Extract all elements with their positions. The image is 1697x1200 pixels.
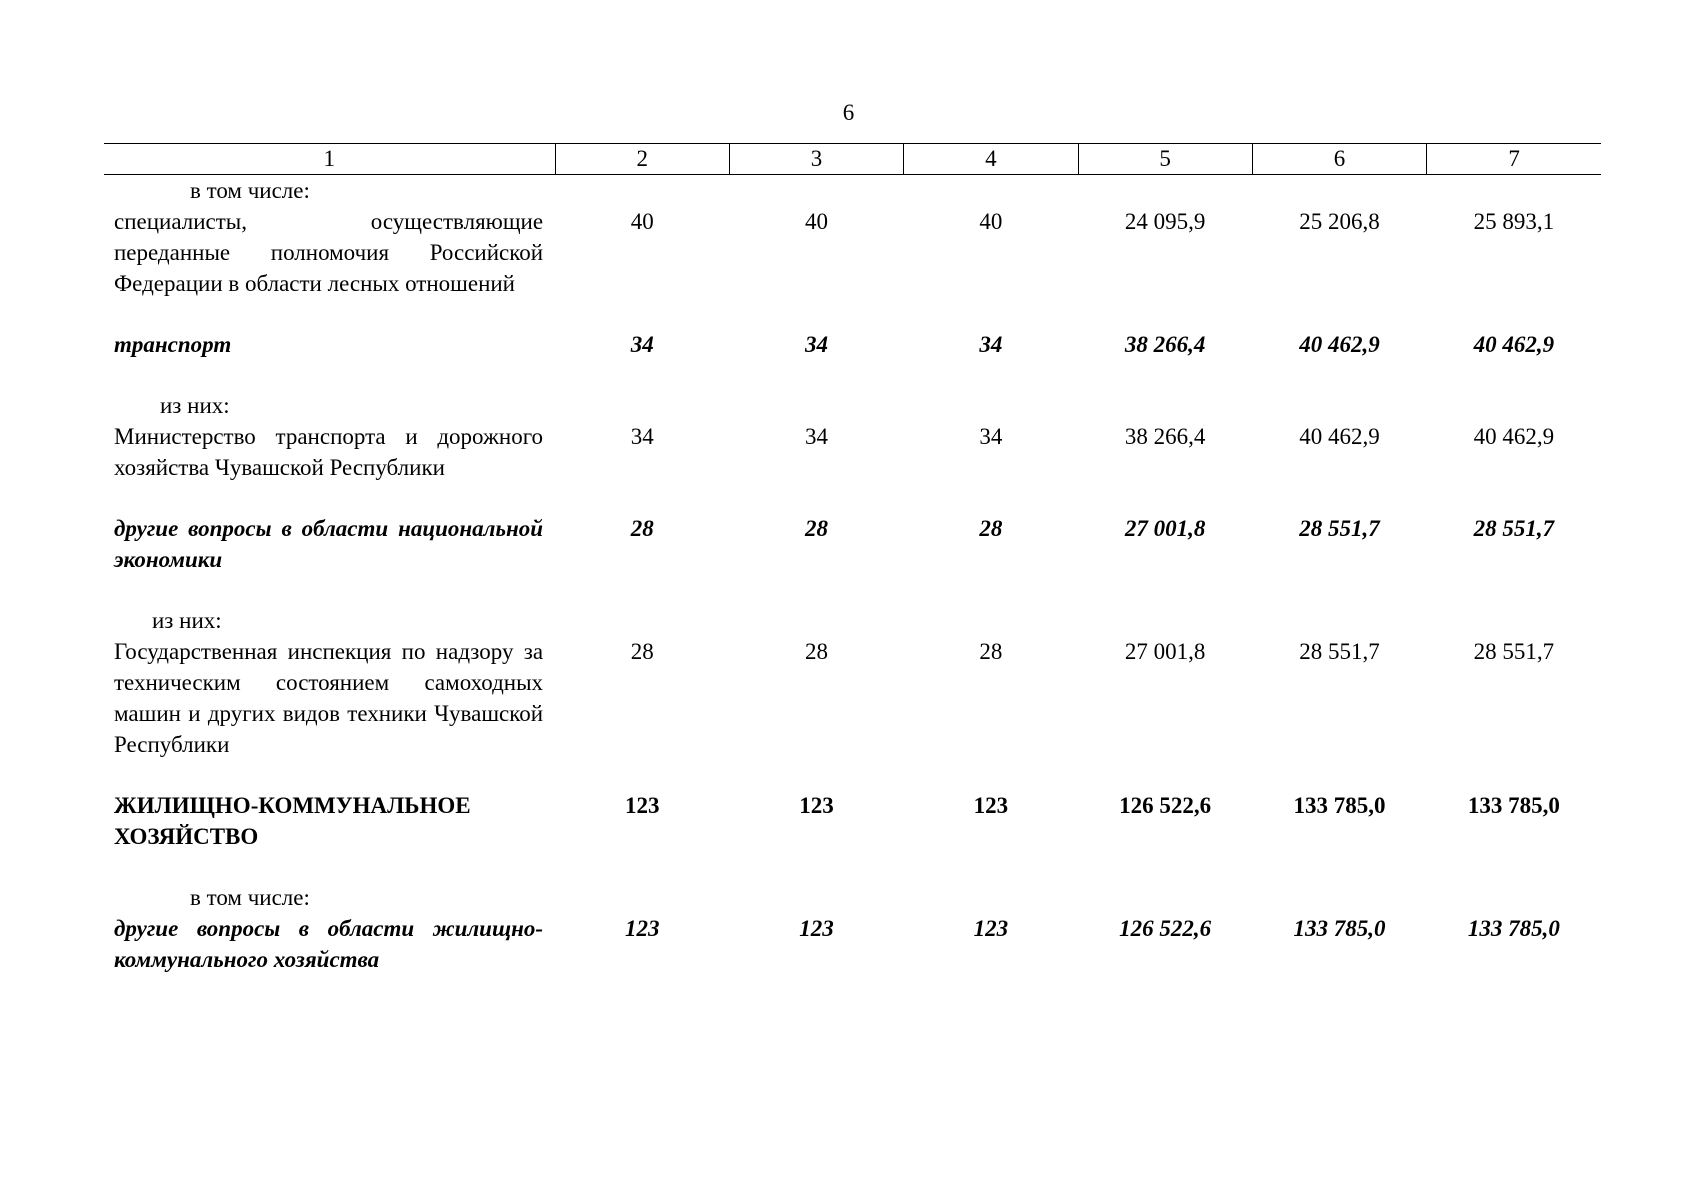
value-cell: 28	[979, 516, 1003, 541]
value-cell: 123	[624, 916, 660, 941]
value-cell: 28 551,7	[1299, 516, 1380, 541]
value-cell: 40 462,9	[1473, 424, 1555, 449]
row-sublabel: в том числе:	[190, 885, 310, 910]
value-cell: 40	[630, 209, 654, 234]
value-cell: 27 001,8	[1124, 516, 1206, 541]
table-row-housing-utilities	[104, 790, 1601, 852]
value-cell: 28	[805, 516, 829, 541]
value-cell: 123	[799, 793, 834, 818]
row-label: транспорт	[114, 332, 232, 357]
value-cell: 28	[630, 516, 654, 541]
value-cell: 28 551,7	[1473, 516, 1555, 541]
table-row-transport-ministry	[104, 390, 1601, 483]
row-label: Министерство транспорта и дорожного хозяйства Чувашской Республики	[114, 424, 544, 480]
table-row-other-housing-utilities	[104, 882, 1601, 975]
column-number-header-row	[104, 144, 1601, 175]
row-label-cell	[104, 882, 555, 975]
value-cell: 38 266,4	[1124, 332, 1206, 357]
value-cell: 25 206,8	[1299, 209, 1380, 234]
value-cell: 123	[973, 793, 1009, 818]
row-label-cell	[104, 605, 555, 760]
value-cell: 40 462,9	[1473, 332, 1555, 357]
table-row-forestry-specialists	[104, 175, 1601, 300]
column-header-7: 7	[1427, 144, 1601, 175]
value-cell: 34	[630, 424, 654, 449]
table-row-other-national-economy	[104, 513, 1601, 575]
value-cell: 34	[630, 332, 654, 357]
row-label: ЖИЛИЩНО-КОММУНАЛЬНОЕ ХОЗЯЙСТВО	[114, 793, 471, 849]
column-header-6: 6	[1252, 144, 1426, 175]
table-row-state-inspection	[104, 605, 1601, 760]
value-cell: 34	[979, 424, 1003, 449]
value-cell: 123	[799, 916, 834, 941]
value-cell: 40	[979, 209, 1003, 234]
column-header-4: 4	[904, 144, 1078, 175]
value-cell: 40 462,9	[1299, 332, 1380, 357]
row-label: Государственная инспекция по надзору за техническим состоянием самоходных машин и других видов техники Чувашской Республики	[114, 639, 544, 757]
value-cell: 28	[630, 639, 654, 664]
row-label-cell	[104, 390, 555, 483]
value-cell: 28 551,7	[1299, 639, 1380, 664]
row-label-cell	[104, 175, 555, 300]
budget-table	[104, 143, 1601, 975]
value-cell: 133 785,0	[1467, 793, 1560, 818]
column-header-1: 1	[104, 144, 555, 175]
value-cell: 38 266,4	[1124, 424, 1206, 449]
value-cell: 123	[624, 793, 660, 818]
column-header-5: 5	[1078, 144, 1252, 175]
value-cell: 126 522,6	[1119, 916, 1212, 941]
value-cell: 133 785,0	[1293, 916, 1386, 941]
table-row-transport	[104, 329, 1601, 360]
row-sublabel: в том числе:	[190, 178, 310, 203]
row-label: другие вопросы в области жилищно-коммунального хозяйства	[114, 916, 544, 972]
column-header-2: 2	[555, 144, 729, 175]
value-cell: 123	[973, 916, 1009, 941]
value-cell: 34	[805, 332, 829, 357]
value-cell: 24 095,9	[1124, 209, 1206, 234]
value-cell: 28 551,7	[1473, 639, 1555, 664]
row-label: специалисты, осуществляющие переданные полномочия Российской Федерации в области лесных отношений	[114, 209, 544, 296]
value-cell: 133 785,0	[1467, 916, 1560, 941]
value-cell: 25 893,1	[1473, 209, 1555, 234]
value-cell: 126 522,6	[1119, 793, 1212, 818]
row-sublabel: из них:	[160, 393, 230, 418]
value-cell: 28	[805, 639, 829, 664]
row-label: другие вопросы в области национальной экономики	[114, 516, 544, 572]
value-cell: 34	[805, 424, 829, 449]
value-cell: 27 001,8	[1124, 639, 1206, 664]
page-number: 6	[842, 100, 855, 125]
column-header-3: 3	[729, 144, 903, 175]
value-cell: 40 462,9	[1299, 424, 1380, 449]
budget-table-container	[104, 143, 1601, 975]
value-cell: 133 785,0	[1293, 793, 1386, 818]
value-cell: 28	[979, 639, 1003, 664]
value-cell: 34	[979, 332, 1003, 357]
value-cell: 40	[805, 209, 829, 234]
row-sublabel: из них:	[152, 608, 222, 633]
